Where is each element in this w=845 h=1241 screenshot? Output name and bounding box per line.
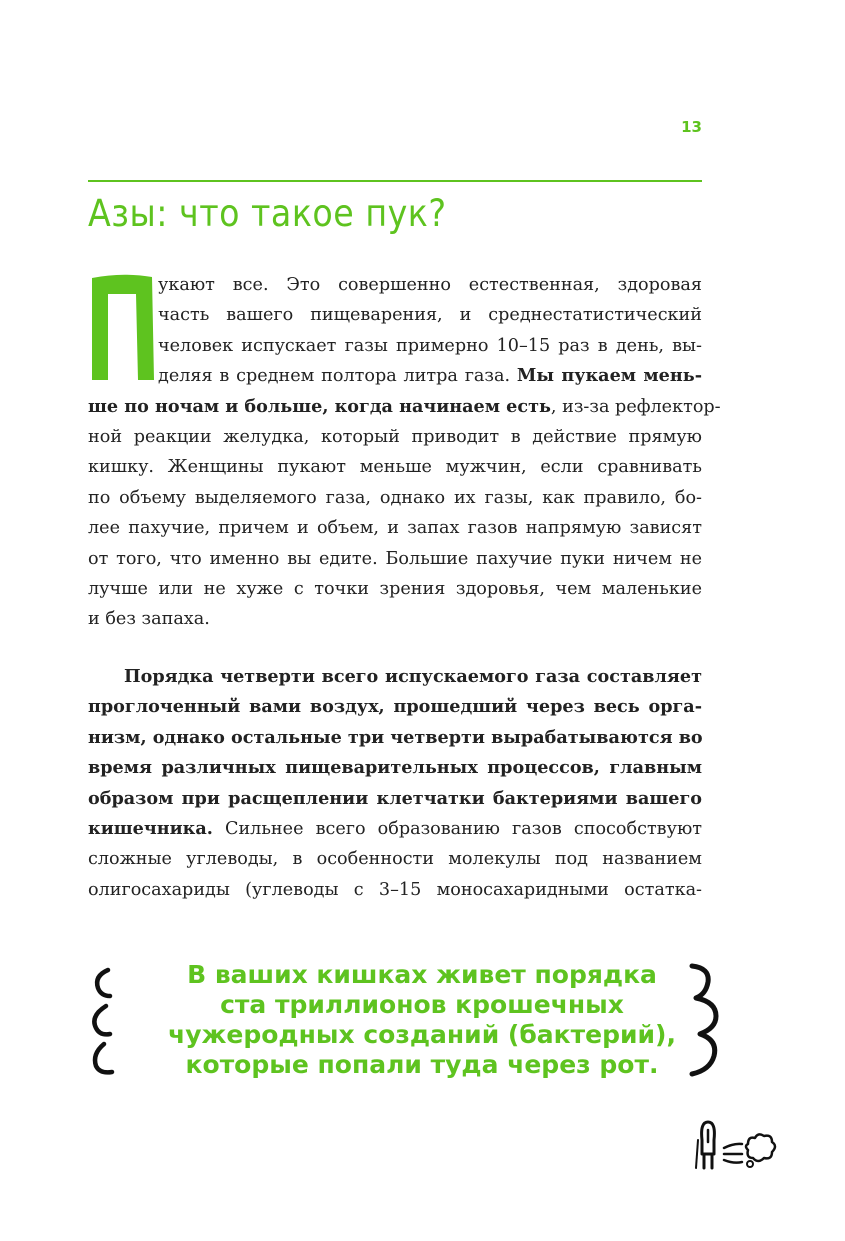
text-run: , из-за рефлектор- [550, 396, 721, 417]
bold-run: время различных пищеварительных процессов, главным [88, 757, 702, 779]
quote-line: чужеродных созданий (бактерий), [168, 1020, 676, 1049]
heading-rule [88, 180, 702, 182]
quote-line: В ваших кишках живет порядка [187, 960, 657, 989]
text-line: кишку. Женщины пукают меньше мужчин, если сравнивать [88, 457, 702, 478]
paragraph-1 [88, 270, 721, 635]
text-line: олигосахариды (углеводы с 3–15 моносахаридными остатка- [88, 879, 702, 900]
text-run: деляя в среднем полтора литра газа. [158, 366, 517, 387]
quote-line: которые попали туда через рот. [185, 1050, 659, 1079]
text-line [88, 814, 702, 844]
page-number: 13 [681, 118, 702, 136]
left-brace-icon [84, 962, 128, 1080]
bold-run: Мы пукаем мень- [516, 365, 702, 387]
text-line: от того, что именно вы едите. Большие пахучие пуки ничем не [88, 548, 702, 569]
text-line: лее пахучие, причем и объем, и запах газов напрямую зависят [88, 518, 702, 539]
paragraph-2 [88, 662, 702, 905]
text-line: часть вашего пищеварения, и среднестатистический [158, 305, 702, 326]
bold-run: ше по ночам и больше, когда начинаем есть [88, 395, 551, 417]
text-line: человек испускает газы примерно 10–15 раз в день, вы- [158, 335, 702, 356]
text-line: лучше или не хуже с точки зрения здоровья, чем маленькие [88, 579, 702, 600]
text-line [88, 392, 721, 422]
text-line: по объему выделяемого газа, однако их газы, как правило, бо- [88, 487, 702, 508]
right-brace-icon [676, 962, 728, 1080]
text-run: Сильнее всего образованию газов способствуют [212, 819, 702, 840]
person-farting-doodle-icon [690, 1110, 780, 1180]
text-line [88, 784, 702, 814]
bold-run: образом при расщеплении клетчатки бактериями вашего [88, 787, 702, 809]
bold-run: Порядка четверти всего испускаемого газа составляет [124, 666, 702, 687]
text-line: ной реакции желудка, который приводит в действие прямую [88, 427, 702, 448]
text-line: сложные углеводы, в особенности молекулы под названием [88, 849, 702, 870]
text-line [88, 723, 702, 753]
pull-quote [140, 960, 704, 1080]
bold-run: кишечника. [88, 818, 213, 840]
text-line [88, 692, 702, 722]
text-line [88, 662, 702, 692]
section-heading: Азы: что такое пук? [88, 192, 447, 235]
bold-run: низм, однако остальные три четверти вырабатываются во [88, 726, 703, 748]
text-line: укают все. Это совершенно естественная, здоровая [158, 275, 702, 295]
text-line [88, 753, 702, 783]
quote-line: ста триллионов крошечных [220, 990, 624, 1019]
bold-run: проглоченный вами воздух, прошедший через весь орга- [88, 696, 702, 718]
text-line [158, 361, 702, 391]
text-line: и без запаха. [88, 609, 210, 630]
